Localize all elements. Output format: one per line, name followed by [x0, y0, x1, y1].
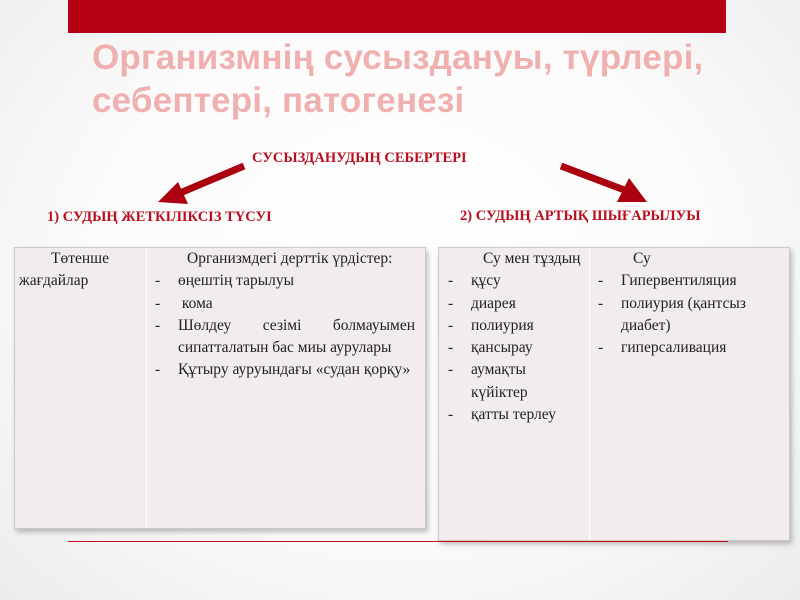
list-item: - қатты терлеу	[445, 404, 583, 426]
left-category-label: 1) СУДЫҢ ЖЕТКІЛІКСІЗ ТҮСУІ	[47, 209, 272, 225]
water-salt-heading: Су мен тұздың	[483, 250, 581, 267]
list-item: - полиурия	[445, 315, 583, 337]
emergency-column	[19, 248, 143, 528]
pathology-list	[152, 270, 415, 381]
pathology-heading: Организмдегі дерттік үрдістер:	[187, 250, 393, 267]
list-item: - полиурия (қантсыз диабет)	[595, 293, 785, 338]
causes-header: СУСЫЗДАНУДЫҢ СЕБЕРТЕРІ	[252, 150, 467, 166]
right-category-label: 2) СУДЫҢ АРТЫҚ ШЫҒАРЫЛУЫ	[460, 208, 701, 224]
water-salt-list	[445, 270, 583, 426]
list-item: - өңештің тарылуы	[152, 270, 415, 292]
column-divider	[146, 248, 147, 528]
water-column	[595, 248, 785, 540]
top-accent-bar	[68, 0, 726, 33]
bottom-divider-line	[68, 541, 728, 542]
right-arrow-icon	[555, 158, 655, 208]
water-salt-column	[445, 248, 583, 540]
list-item: - қансырау	[445, 337, 583, 359]
list-item: - кома	[152, 293, 415, 315]
list-item: - диарея	[445, 293, 583, 315]
left-arrow-icon	[150, 160, 250, 210]
list-item: - құсу	[445, 270, 583, 292]
column-divider	[589, 248, 590, 540]
list-item: - Құтыру ауруындағы «судан қорқу»	[152, 359, 415, 381]
pathology-column	[152, 248, 415, 528]
water-heading: Су	[633, 250, 651, 267]
list-item: - Гипервентиляция	[595, 270, 785, 292]
emergency-heading: Төтенше жағдайлар	[19, 250, 109, 290]
insufficient-intake-table	[14, 247, 426, 529]
list-item: - аумақты күйіктер	[445, 359, 583, 404]
list-item: - гиперсаливация	[595, 337, 785, 359]
excess-loss-table	[438, 247, 790, 541]
slide-title: Организмнің сусыздануы, түрлері, себептері, патогенезі	[92, 38, 704, 120]
list-item: - Шөлдеу сезімі болмауымен сипатталатын бас миы аурулары	[152, 315, 415, 360]
water-list	[595, 270, 785, 359]
